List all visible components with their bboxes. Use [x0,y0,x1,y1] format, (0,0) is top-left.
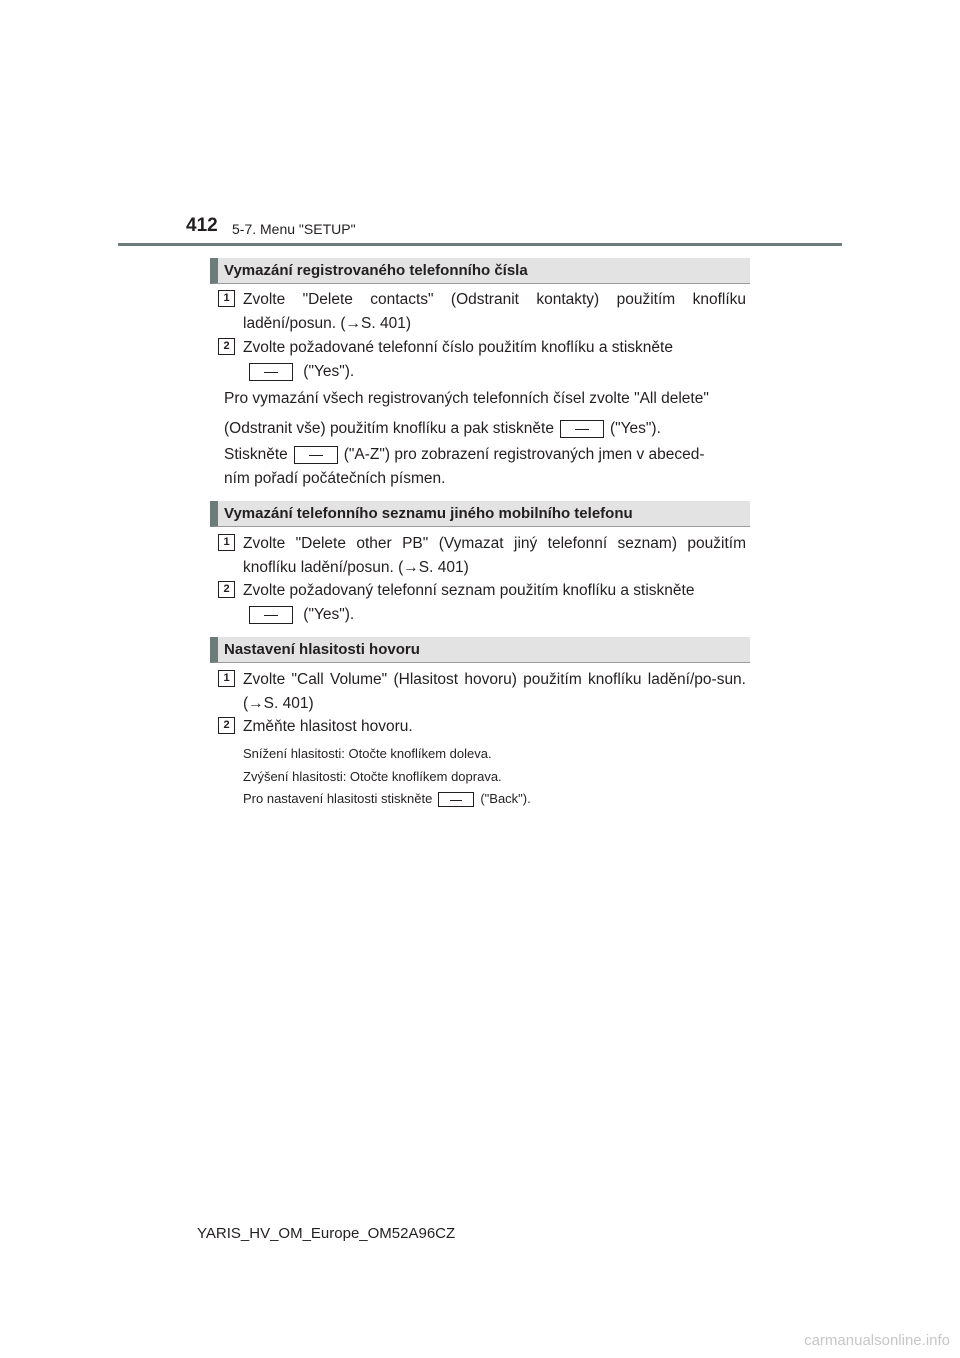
back-key-icon [438,792,474,807]
section-path: 5-7. Menu "SETUP" [232,221,356,237]
page-number: 412 [186,215,218,236]
section-heading-delete-number [210,258,750,284]
watermark: carmanualsonline.info [804,1332,950,1349]
az-key-icon [294,446,338,464]
step-text: Zvolte požadovaný telefonní seznam použitím knoflíku a stiskněte ("Yes"). [243,582,695,623]
note-text: Stiskněte ("A-Z") pro zobrazení registrovaných jmen v abeced- ním pořadí počátečních písmen. [224,446,705,487]
step-number: 2 [218,581,235,598]
section-heading-delete-phonebook [210,501,750,527]
section-heading-call-volume [210,637,750,663]
step-text: Zvolte "Call Volume" (Hlasitost hovoru) použitím knoflíku ladění/po-sun. (→S. 401) [243,671,746,712]
step-text: Zvolte požadované telefonní číslo použitím knoflíku a stiskněte ("Yes"). [243,339,673,380]
small-note: Snížení hlasitosti: Otočte knoflíkem doleva. [243,746,492,761]
section-heading-text: Vymazání telefonního seznamu jiného mobilního telefonu [224,505,633,522]
step-text: Zvolte "Delete contacts" (Odstranit kontakty) použitím knoflíku ladění/posun. (→S. 401) [243,291,746,332]
step-text: Změňte hlasitost hovoru. [243,718,413,735]
yes-key-icon [249,606,293,624]
header-rule [118,243,842,246]
small-note: Pro nastavení hlasitosti stiskněte ("Back"). [243,791,531,806]
section-heading-text: Vymazání registrovaného telefonního čísla [224,262,528,279]
step-number: 1 [218,290,235,307]
small-note: Zvýšení hlasitosti: Otočte knoflíkem doprava. [243,769,502,784]
step-number: 1 [218,534,235,551]
step-number: 2 [218,717,235,734]
step-number: 2 [218,338,235,355]
section-heading-text: Nastavení hlasitosti hovoru [224,641,420,658]
footer-doc-code: YARIS_HV_OM_Europe_OM52A96CZ [197,1225,456,1242]
note-text: Pro vymazání všech registrovaných telefonních čísel zvolte "All delete" (Odstranit vše) použitím knoflíku a pak stiskněte ("Yes"). [224,390,709,437]
step-number: 1 [218,670,235,687]
step-text: Zvolte "Delete other PB" (Vymazat jiný telefonní seznam) použitím knoflíku ladění/posun. (→S. 401) [243,535,746,576]
yes-key-icon [560,420,604,438]
yes-key-icon [249,363,293,381]
